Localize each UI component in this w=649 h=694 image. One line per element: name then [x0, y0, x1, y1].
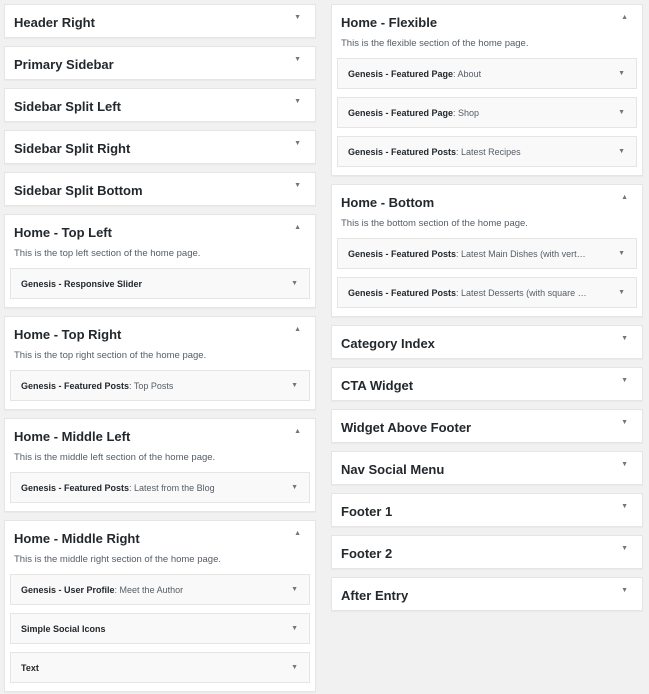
expand-arrow-icon[interactable]: ▼: [291, 625, 298, 632]
widget-area-title: Home - Bottom: [341, 195, 435, 210]
widget-item[interactable]: [337, 136, 637, 167]
widget-area-header[interactable]: [5, 419, 315, 453]
widget-area-title: Sidebar Split Left: [14, 99, 121, 114]
widget-area-header[interactable]: [332, 536, 642, 570]
widget-instance-title: : Latest Main Dishes (with vert…: [456, 249, 586, 259]
expand-arrow-icon[interactable]: ▼: [621, 419, 628, 426]
widget-area-home-middle-right: [4, 520, 316, 692]
collapse-arrow-icon[interactable]: ▲: [621, 14, 628, 21]
widget-area-title: Sidebar Split Right: [14, 141, 131, 156]
widget-area-description: This is the top left section of the home page.: [14, 248, 201, 259]
left-column: [4, 4, 316, 694]
widget-area-header[interactable]: [332, 185, 642, 219]
widget-title: [21, 279, 142, 289]
widget-name: Genesis - Featured Posts: [21, 483, 130, 493]
widget-title: [21, 585, 183, 595]
widget-area-header[interactable]: [332, 326, 642, 360]
widget-area-header[interactable]: [5, 215, 315, 249]
widget-area-title: Primary Sidebar: [14, 57, 114, 72]
widget-area-header[interactable]: [5, 89, 315, 123]
expand-arrow-icon[interactable]: ▼: [294, 56, 301, 63]
widget-area-home-bottom: [331, 184, 643, 317]
widget-area-title: Header Right: [14, 15, 95, 30]
widget-area-header-right: [4, 4, 316, 38]
widget-title: [348, 147, 521, 157]
widget-name: Genesis - Featured Posts: [348, 288, 457, 298]
widget-area-description: This is the flexible section of the home page.: [341, 38, 529, 49]
widget-area-sidebar-split-right: [4, 130, 316, 164]
widget-title: [21, 381, 173, 391]
expand-arrow-icon[interactable]: ▼: [618, 70, 625, 77]
widget-area-title: Home - Middle Left: [14, 429, 131, 444]
widget-area-header[interactable]: [5, 173, 315, 207]
widget-area-header[interactable]: [332, 410, 642, 444]
widget-area-description: This is the top right section of the home page.: [14, 350, 207, 361]
widget-item[interactable]: [10, 472, 310, 503]
expand-arrow-icon[interactable]: ▼: [291, 586, 298, 593]
widget-area-after-entry: [331, 577, 643, 611]
widget-name: Genesis - Featured Posts: [348, 249, 457, 259]
widget-instance-title: : Meet the Author: [114, 585, 184, 595]
widget-area-header[interactable]: [5, 317, 315, 351]
collapse-arrow-icon[interactable]: ▲: [294, 530, 301, 537]
widget-area-title: Home - Flexible: [341, 15, 438, 30]
widget-area-title: Home - Top Right: [14, 327, 122, 342]
widget-item[interactable]: [10, 652, 310, 683]
expand-arrow-icon[interactable]: ▼: [291, 280, 298, 287]
collapse-arrow-icon[interactable]: ▲: [621, 194, 628, 201]
widget-area-header[interactable]: [332, 368, 642, 402]
widget-area-title: Home - Top Left: [14, 225, 112, 240]
widget-area-description: This is the middle left section of the home page.: [14, 452, 216, 463]
widget-title: [348, 69, 481, 79]
widget-area-title: Footer 2: [341, 546, 393, 561]
widget-item[interactable]: [337, 97, 637, 128]
expand-arrow-icon[interactable]: ▼: [291, 382, 298, 389]
widget-area-home-middle-left: [4, 418, 316, 512]
expand-arrow-icon[interactable]: ▼: [618, 250, 625, 257]
expand-arrow-icon[interactable]: ▼: [294, 182, 301, 189]
widget-instance-title: : Latest from the Blog: [129, 483, 215, 493]
widget-area-header[interactable]: [5, 521, 315, 555]
widget-area-title: Footer 1: [341, 504, 393, 519]
widget-area-title: Sidebar Split Bottom: [14, 183, 143, 198]
expand-arrow-icon[interactable]: ▼: [621, 587, 628, 594]
widget-area-title: Nav Social Menu: [341, 462, 445, 477]
expand-arrow-icon[interactable]: ▼: [621, 335, 628, 342]
widget-name: Genesis - Featured Posts: [21, 381, 130, 391]
widget-area-header[interactable]: [332, 578, 642, 612]
expand-arrow-icon[interactable]: ▼: [621, 545, 628, 552]
widget-area-description: This is the bottom section of the home page.: [341, 218, 528, 229]
widget-area-header[interactable]: [332, 5, 642, 39]
widget-name: Genesis - Featured Page: [348, 69, 454, 79]
widget-area-title: Home - Middle Right: [14, 531, 140, 546]
expand-arrow-icon[interactable]: ▼: [294, 14, 301, 21]
widget-area-header[interactable]: [332, 494, 642, 528]
widget-area-home-top-right: [4, 316, 316, 410]
widget-name: Simple Social Icons: [21, 624, 106, 634]
widget-area-footer-2: [331, 535, 643, 569]
widget-item[interactable]: [337, 238, 637, 269]
widget-area-footer-1: [331, 493, 643, 527]
widget-area-header[interactable]: [5, 5, 315, 39]
widget-name: Genesis - User Profile: [21, 585, 115, 595]
widget-area-category-index: [331, 325, 643, 359]
expand-arrow-icon[interactable]: ▼: [618, 148, 625, 155]
widget-item[interactable]: [10, 268, 310, 299]
expand-arrow-icon[interactable]: ▼: [291, 484, 298, 491]
widget-area-sidebar-split-bottom: [4, 172, 316, 206]
widget-name: Text: [21, 663, 39, 673]
widget-instance-title: : Latest Desserts (with square …: [456, 288, 587, 298]
widget-area-title: CTA Widget: [341, 378, 414, 393]
widget-area-title: Category Index: [341, 336, 435, 351]
widget-title: [21, 663, 39, 673]
widget-title: [348, 108, 479, 118]
widget-instance-title: : Latest Recipes: [456, 147, 521, 157]
widget-area-home-top-left: [4, 214, 316, 308]
widget-area-header[interactable]: [5, 131, 315, 165]
widget-area-title: After Entry: [341, 588, 409, 603]
widget-area-home-flexible: [331, 4, 643, 176]
widget-item[interactable]: [10, 370, 310, 401]
widget-item[interactable]: [337, 277, 637, 308]
widget-title: [348, 249, 586, 259]
widget-instance-title: : Shop: [453, 108, 480, 118]
collapse-arrow-icon[interactable]: ▲: [294, 224, 301, 231]
widget-name: Genesis - Featured Posts: [348, 147, 457, 157]
widget-title: [21, 624, 106, 634]
collapse-arrow-icon[interactable]: ▲: [294, 326, 301, 333]
expand-arrow-icon[interactable]: ▼: [621, 461, 628, 468]
widget-item[interactable]: [337, 58, 637, 89]
widget-instance-title: : Top Posts: [129, 381, 174, 391]
widget-area-sidebar-split-left: [4, 88, 316, 122]
expand-arrow-icon[interactable]: ▼: [621, 377, 628, 384]
widget-name: Genesis - Featured Page: [348, 108, 454, 118]
widget-instance-title: : About: [453, 69, 482, 79]
widget-area-primary-sidebar: [4, 46, 316, 80]
right-column: [331, 4, 643, 619]
expand-arrow-icon[interactable]: ▼: [294, 140, 301, 147]
expand-arrow-icon[interactable]: ▼: [621, 503, 628, 510]
expand-arrow-icon[interactable]: ▼: [294, 98, 301, 105]
widget-title: [348, 288, 587, 298]
expand-arrow-icon[interactable]: ▼: [618, 109, 625, 116]
expand-arrow-icon[interactable]: ▼: [291, 664, 298, 671]
collapse-arrow-icon[interactable]: ▲: [294, 428, 301, 435]
expand-arrow-icon[interactable]: ▼: [618, 289, 625, 296]
widget-area-title: Widget Above Footer: [341, 420, 472, 435]
widget-item[interactable]: [10, 613, 310, 644]
widget-area-header[interactable]: [5, 47, 315, 81]
widget-area-cta-widget: [331, 367, 643, 401]
widget-area-description: This is the middle right section of the home page.: [14, 554, 222, 565]
widget-name: Genesis - Responsive Slider: [21, 279, 143, 289]
widget-title: [21, 483, 215, 493]
widget-area-nav-social-menu: [331, 451, 643, 485]
widget-area-header[interactable]: [332, 452, 642, 486]
widget-item[interactable]: [10, 574, 310, 605]
widget-area-widget-above-footer: [331, 409, 643, 443]
